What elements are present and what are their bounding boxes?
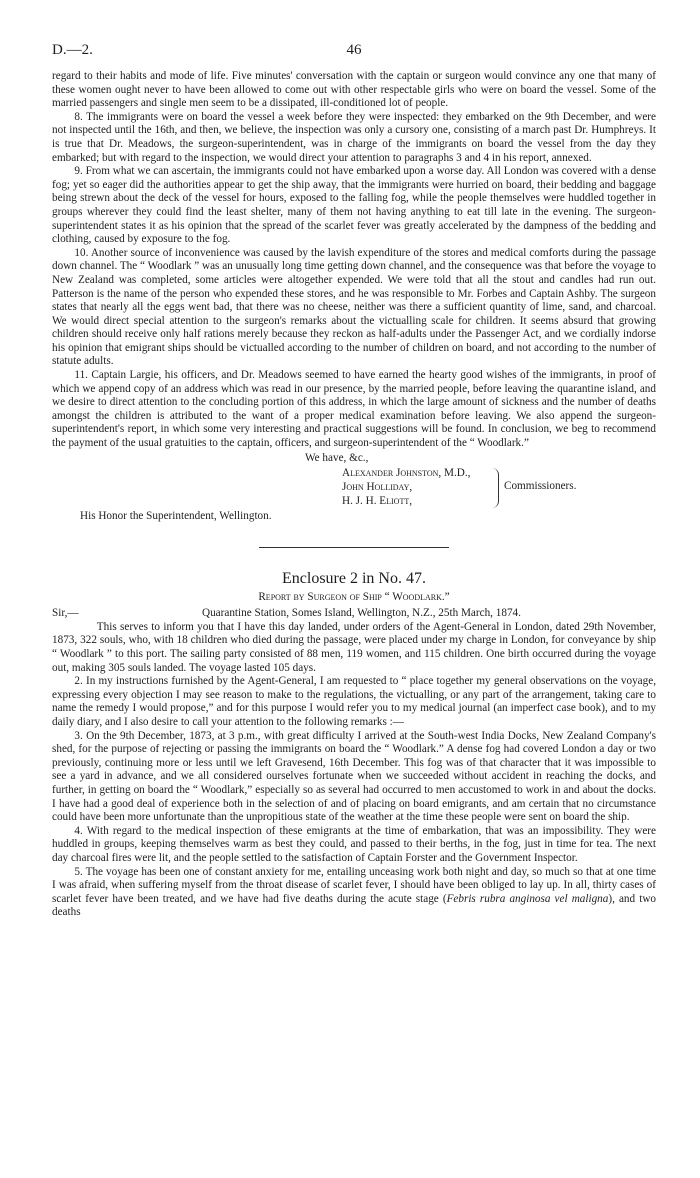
signatory-list bbox=[342, 466, 470, 508]
latin-diagnosis: Febris rubra anginosa vel maligna bbox=[446, 892, 609, 905]
signatory-name: John Holliday, bbox=[342, 480, 413, 493]
paragraph-2: 2. In my instructions furnished by the Agent-General, I am requested to “ place together my general observations on the voyage, expressing every objection I may see reason to make to the regulations, the victualling, or any part of the arrangement, taking care to name the remedy I would propose,” and for this purpose I would refer you to my medical journal (an imperfect case book), and to my daily diary, and I also desire to call your attention to the following remarks :— bbox=[52, 675, 656, 728]
section-divider bbox=[259, 547, 449, 548]
salutation-line bbox=[52, 607, 656, 621]
paragraph-11: 11. Captain Largie, his officers, and Dr. Meadows seemed to have earned the hearty good wishes of the immigrants, in proof of which we append copy of an address which was read in our presence, by the married people, before leaving the quarantine island, and we desire to direct attention to the concluding portion of this address, in which the large amount of sickness and the number of deaths amongst the children is attributed to the want of a proper medical examination before leaving. We also append the surgeon-superintendent's report, in which some very interesting and practical suggestions will be found. In conclusion, we beg to recommend the payment of the usual gratuities to the captain, officers, and surgeon-superintendent of the “ Woodlark.” bbox=[52, 369, 656, 450]
paragraph-8: 8. The immigrants were on board the vessel a week before they were inspected: they embarked on the 9th December, and were not inspected until the 16th, and then, we believe, the inspection was only a cursory one, consisting of a march past Dr. Humphreys. It is true that Dr. Meadows, the surgeon-superintendent, was in charge of the immigrants on board the vessel from the day they embarked; but with regard to the inspection, we would direct your attention to paragraphs 3 and 4 in his report, annexed. bbox=[52, 110, 656, 164]
signatory-role: Commissioners. bbox=[504, 479, 577, 492]
surgeon-report-body bbox=[52, 621, 656, 920]
closing-phrase: We have, &c., bbox=[305, 451, 369, 464]
signatory-brace bbox=[492, 468, 499, 508]
page-header bbox=[52, 40, 656, 70]
salutation: Sir,— bbox=[52, 606, 79, 619]
paragraph-5-text: 5. The voyage has been one of constant anxiety for me, entailing unceasing work both night and day, so much so that at one time I was afraid, when suffering myself from the throat disease of scarlet fever, I should have been obliged to lay up. In all, thirty cases of scarlet fever have been treated, and we have had five deaths during the acute stage ( bbox=[52, 865, 656, 905]
sessional-paper-code: D.—2. bbox=[52, 42, 93, 58]
enclosure-title: Enclosure 2 in No. 47. bbox=[282, 570, 426, 588]
page-number: 46 bbox=[346, 42, 362, 58]
signature-block bbox=[52, 452, 656, 510]
commissioners-report-body bbox=[52, 70, 656, 451]
paragraph-3: 3. On the 9th December, 1873, at 3 p.m., with great difficulty I arrived at the South-west India Docks, New Zealand Company's shed, for the purpose of rejecting or passing the immigrants on board the “ Woodlark.” A dense fog had covered London a day or two previously, continuing more or less until we left Gravesend, 16th December. This fog was of that character that it was impossible to see a yard in advance, and we all considered ourselves fortunate when we succeeded without accident in reaching the docks, and further, in getting on board the “ Woodlark,” especially so as several had occurred to men accustomed to work in and about the docks. I have had a good deal of experience both in the selection of and of placing on board emigrants, and am certain that no circumstance could have been more unfortunate than the unpropitious state of the weather at the time these people were sent on board the ship. bbox=[52, 729, 656, 824]
paragraph-4: 4. With regard to the medical inspection of these emigrants at the time of embarkation, that was an impossibility. They were huddled in groups, keeping themselves warm as best they could, and passed to their berths, in the fog, just in time for tea. The next day charcoal fires were lit, and the people settled to the satisfaction of Captain Forster and the Government Inspector. bbox=[52, 824, 656, 864]
paragraph-9: 9. From what we can ascertain, the immigrants could not have embarked upon a worse day. All London was covered with a dense fog; yet so eager did the authorities appear to get the ship away, that the immigrants were hurried on board, their bedding and baggage being strewn about the deck of the vessel for hours, exposed to the falling fog, while the people themselves were huddled together in groups wherever they could find the least shelter, many of them not having anything to eat till late in the evening. The surgeon-superintendent states it as his opinion that the spread of the scarlet fever was greatly accelerated by the dampness of the bedding and clothing, caused by exposure to the fog. bbox=[52, 165, 656, 246]
addressee: His Honor the Superintendent, Wellington. bbox=[80, 509, 272, 522]
paragraph-1: This serves to inform you that I have this day landed, under orders of the Agent-General in London, dated 29th November, 1873, 322 souls, who, with 18 children who died during the passage, were placed under my charge in London, for conveyance by ship “ Woodlark ” to this port. The sailing party consisted of 88 men, 119 women, and 115 children. One birth occurred during the voyage out, making 305 souls landed. The voyage lasted 105 days. bbox=[52, 620, 656, 674]
paragraph-5 bbox=[52, 866, 656, 920]
place-and-date: Quarantine Station, Somes Island, Wellington, N.Z., 25th March, 1874. bbox=[202, 606, 521, 619]
paragraph-5-tail: ), and two deaths bbox=[52, 892, 656, 919]
paragraph-10: 10. Another source of inconvenience was caused by the lavish expenditure of the stores and medical comforts during the passage down channel. The “ Woodlark ” was an unusually long time getting down channel, and the consequence was that before the voyage to New Zealand was completed, some articles were altogether expended. We were told that all the stout and candles had run out. Patterson is the name of the person who expended these stores, and he was responsible to Mr. Forbes and Captain Ashby. The surgeon states that nearly all the eggs went bad, that there was no cheese, neither was there a sufficient quantity of lime, sand, and charcoal. We would direct special attention to the surgeon's remarks about the victualling scale for children. It seems absurd that growing children should receive only half rations merely because they reckon as half-adults under the Passenger Act, and we cordially indorse his opinion that emigrant ships should be victualled according to the number of children on board, and not according to the number of statute adults. bbox=[52, 246, 656, 368]
paragraph-continuation: regard to their habits and mode of life. Five minutes' conversation with the captain or surgeon would convince any one that many of these women ought never to have been allowed to come out with other respectable girls who were on board the vessel. Some of the married passengers and single men seem to be a dissipated, ill-conditioned lot of people. bbox=[52, 70, 656, 110]
signatory-name: H. J. H. Eliott, bbox=[342, 494, 413, 507]
signatory-name: Alexander Johnston, M.D., bbox=[342, 466, 471, 479]
report-title: Report by Surgeon of Ship “ Woodlark.” bbox=[258, 591, 450, 604]
